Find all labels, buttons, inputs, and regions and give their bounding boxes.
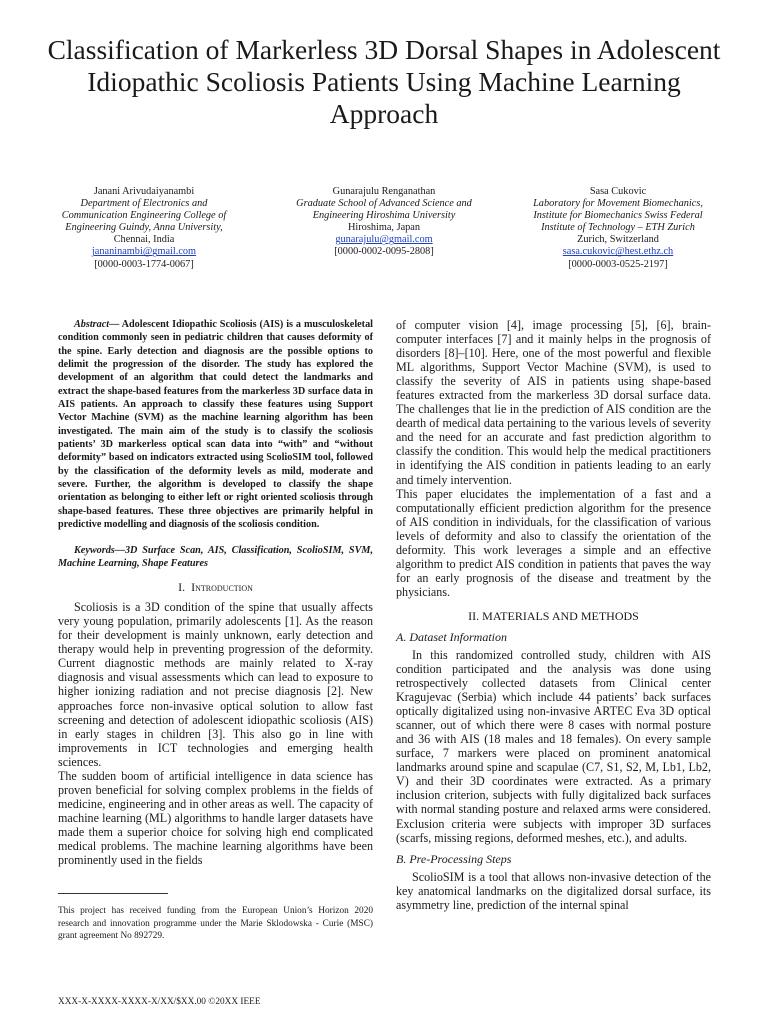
intro-paragraph-1: Scoliosis is a 3D condition of the spine that usually affects very young population, primarily adolescents [1]. As the reason for their development is mainly unknown, early detection and therapy would help in preventing progression of the deformity. Current diagnostic methods are mainly related to X-ray diagnosis and visual assessments which can lead to exposure to higher ionizing radiation and not precise diagnosis [2]. New approaches force non-invasive optical solution to allow fast screening and detection of adolescent idiopathic scoliosis (AIS) in early stages in children [3]. This also go in line with improvements in ICT technologies and emerging health sciences.	[58, 600, 373, 769]
author-name: Janani Arivudaiyanambi	[93, 186, 195, 197]
author-block-2	[290, 186, 478, 259]
footnote-divider	[58, 893, 168, 894]
author-orcid: [0000-0003-0525-2197]	[568, 258, 668, 270]
author-location: Chennai, India	[113, 234, 175, 246]
funding-footnote: This project has received funding from the European Union’s Horizon 2020 research and innovation programme under the Marie Sklodowska - Curie (MSC) grant agreement No 892729.	[58, 906, 373, 941]
author-name: Gunarajulu Renganathan	[332, 186, 436, 197]
copyright-footer: XXX-X-XXXX-XXXX-X/XX/$XX.00 ©20XX IEEE	[58, 997, 261, 1007]
author-email[interactable]: jananinambi@gmail.com	[91, 246, 197, 258]
author-block-3	[522, 186, 714, 271]
section-heading-methods: II. MATERIALS AND METHODS	[468, 608, 639, 623]
paper-title: Classification of Markerless 3D Dorsal Shapes in Adolescent Idiopathic Scoliosis Patients Using Machine Learning Approach	[47, 34, 721, 129]
section-heading-introduction	[58, 580, 373, 594]
section-title: Introduction	[191, 580, 253, 595]
author-location: Zurich, Switzerland	[577, 234, 659, 246]
author-orcid: [0000-0003-1774-0067]	[94, 258, 194, 270]
author-name: Sasa Cukovic	[589, 186, 647, 197]
preprocessing-paragraph: ScolioSIM is a tool that allows non-invasive detection of the key anatomical landmarks on the digitalized dorsal surface, its asymmetry line, prediction of the internal spinal	[396, 869, 711, 912]
author-email[interactable]: sasa.cukovic@hest.ethz.ch	[562, 246, 674, 258]
author-block-1	[52, 186, 236, 271]
section-number: I.	[178, 580, 186, 595]
author-email[interactable]: gunarajulu@gmail.com	[335, 234, 433, 246]
author-affiliation: Department of Electronics and Communication Engineering College of Engineering Guindy, Anna University,	[61, 198, 227, 234]
left-column	[58, 318, 373, 867]
author-location: Hiroshima, Japan	[347, 222, 421, 234]
intro-paragraph-2: The sudden boom of artificial intelligence in data science has proven beneficial for solving complex problems in the fields of medicine, engineering and in other areas as well. The capacity of machine learning (ML) algorithms to handle larger datasets have made them a superior choice for solving high end complicated medical problems. The machine learning algorithms have been prominently used in the fields	[58, 768, 373, 868]
author-orcid: [0000-0002-0095-2808]	[334, 246, 434, 258]
abstract-text: Adolescent Idiopathic Scoliosis (AIS) is a musculoskeletal condition commonly seen in pediatric children that causes deformity of the spine. Early detection and diagnosis are the possible options to delimit the progression of the disorder. The study has explored the development of an algorithm that could detect the landmarks and extract the shape-based features from the markerless 3D surface data in AIS patients. An approach to classify these features using Support Vector Machine (SVM) as the machine learning algorithm has been investigated. The main aim of the study is to classify the scoliosis patients’ 3D markerless optical scan data into “with” and “without deformity” based on indicators extracted using ScolioSIM tool, followed by the classification of the deformity levels as mild, moderate and severe. Further, the algorithm is developed to classify the shape orientation as belonging to either left or right oriented scoliosis through shape-based features. These three objectives are primarily helpful in predictive modelling and diagnosis of the scoliosis condition.	[58, 319, 373, 531]
intro-continuation: of computer vision [4], image processing [5], [6], brain-computer interfaces [7] and it mainly helps in the prognosis of disorders [8]–[10]. Here, one of the most powerful and flexible ML algorithms, Support Vector Machine (SVM), is used to classify the severity of AIS in patients using shape-based features extracted from the markerless 3D dorsal surface data. The challenges that lie in the prediction of AIS condition are the dearth of medical data pertaining to the various levels of severity and the need for an accurate and fast prediction algorithm to classify the condition. This would help the medical practitioners in identifying the AIS condition in patients leading to an early and timely intervention.	[396, 318, 711, 487]
right-column	[396, 318, 711, 912]
author-affiliation: Laboratory for Movement Biomechanics, Institute for Biomechanics Swiss Federal Institute of Technology – ETH Zurich	[533, 198, 703, 234]
author-affiliation: Graduate School of Advanced Science and Engineering Hiroshima University	[296, 198, 472, 222]
intro-paragraph-3: This paper elucidates the implementation of a fast and a computationally efficient prediction algorithm for the presence of AIS condition in individuals, for the classification of various levels of deformity and also to classify the orientation of the deformity. This work leverages a simple and an effective algorithm to predict AIS condition in patients that paves the way for an early prognosis of the disease and treatment by the physicians.	[396, 486, 711, 599]
subsection-heading-preprocessing: B. Pre-Processing Steps	[396, 851, 512, 866]
abstract	[58, 318, 373, 532]
dataset-paragraph: In this randomized controlled study, children with AIS condition participated and the analysis was done using retrospectively collected datasets from Clinical center Kragujevac (Serbia) which include 44 patients’ back surfaces optically digitalized using non-invasive ARTEC Eva 3D optical scanner, out of which there were 8 cases with normal posture and 36 with AIS (18 males and 18 females). On every sample surface, 7 markers were placed on prominent anatomical landmarks around spine and scapulae (C7, S1, S2, M, Lb1, Lb2, V) and their 3D coordinates were extracted. As a primary inclusion criterion, subjects with fully digitalized back surfaces with normal standing posture and relaxed arms were considered. Exclusion criteria were subjects with improper 3D surfaces (scarfs, missing regions, deformed meshes, etc.), and adults.	[396, 647, 711, 845]
keywords: Keywords—3D Surface Scan, AIS, Classification, ScolioSIM, SVM, Machine Learning, Shape Features	[58, 544, 373, 569]
subsection-heading-dataset: A. Dataset Information	[396, 629, 507, 644]
abstract-lead: Abstract—	[74, 319, 120, 330]
